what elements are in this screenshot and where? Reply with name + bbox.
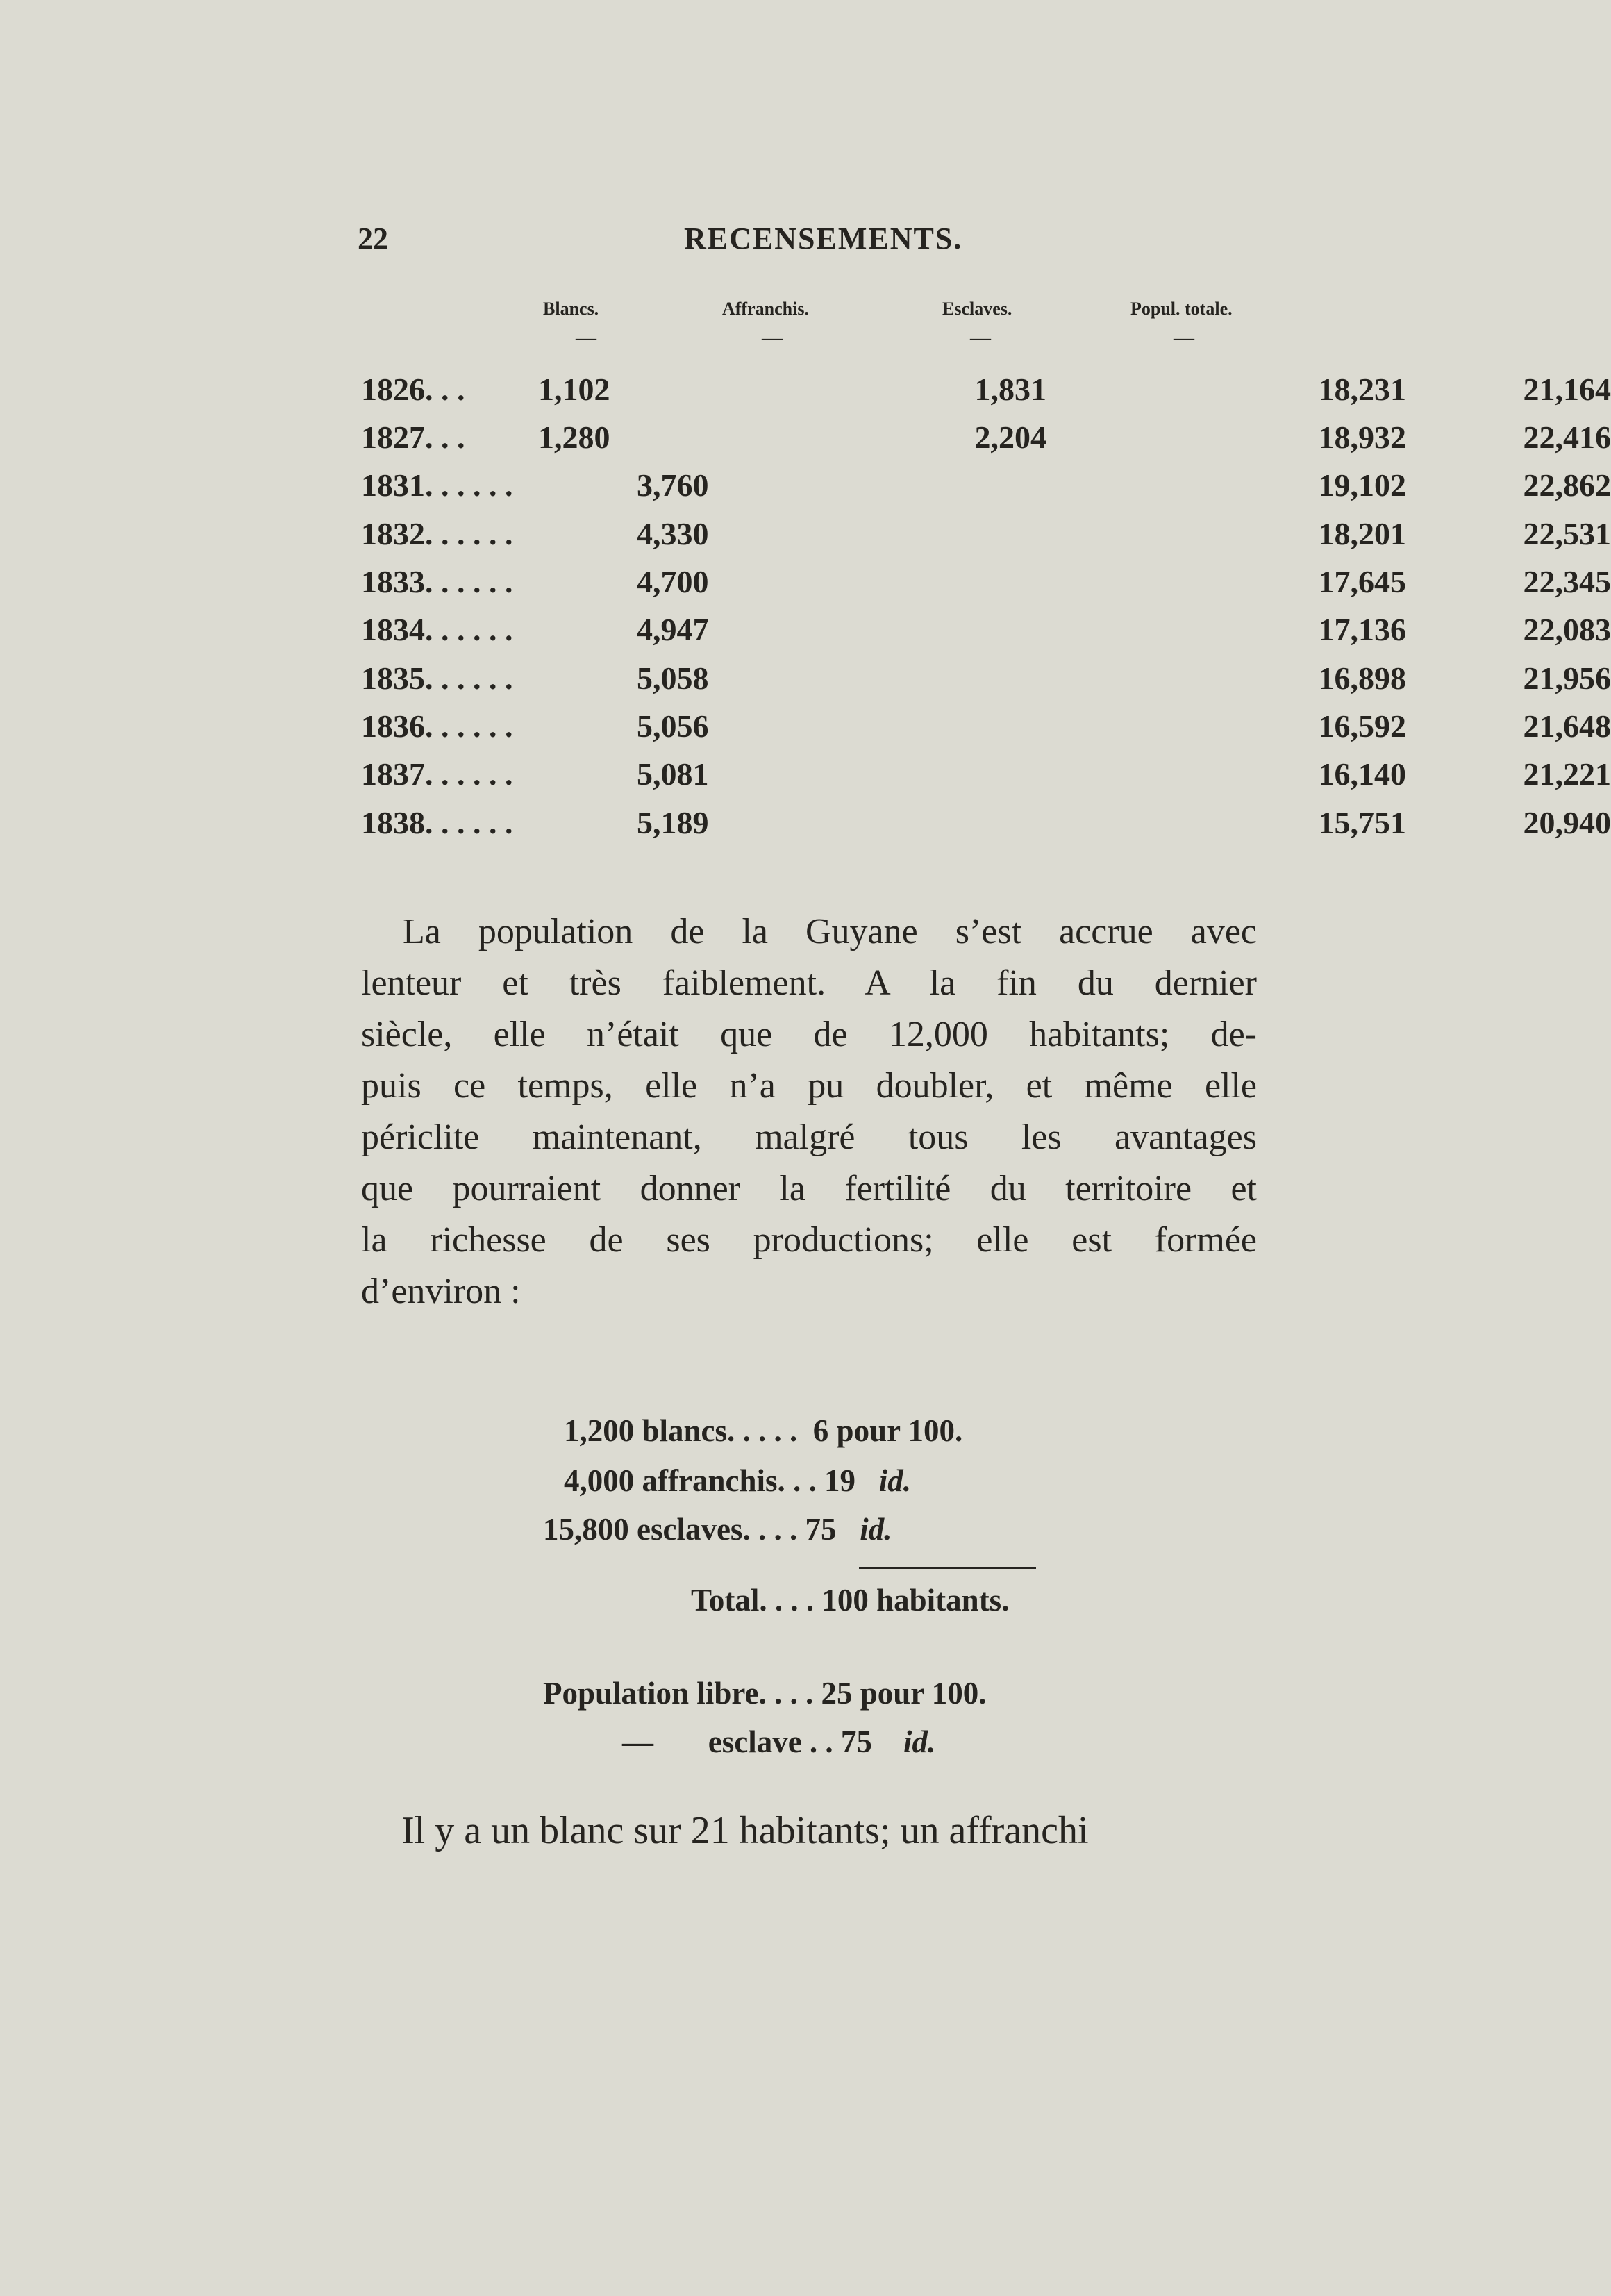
table-row xyxy=(361,419,1611,467)
column-dash: — xyxy=(970,326,991,349)
paragraph-line: lenteur et très faiblement. A la fin du dernier xyxy=(361,963,1257,1003)
total-rule xyxy=(859,1567,1036,1569)
cell-esclaves: 18,932 xyxy=(1318,419,1406,455)
cell-total: 21,164 xyxy=(1523,372,1611,407)
cell-libres: 5,058 xyxy=(637,660,709,696)
table-row xyxy=(361,708,1611,756)
row-year: 1838. . . . . . xyxy=(361,805,513,840)
table-row xyxy=(361,371,1611,419)
row-year: 1827. . . xyxy=(361,419,465,455)
paragraph-line: périclite maintenant, malgré tous les avantages xyxy=(361,1117,1257,1157)
cell-esclaves: 17,645 xyxy=(1318,564,1406,599)
table-row xyxy=(361,515,1611,564)
row-year: 1837. . . . . . xyxy=(361,756,513,792)
row-year: 1834. . . . . . xyxy=(361,612,513,647)
paragraph-line: siècle, elle n’était que de 12,000 habitants; de- xyxy=(361,1015,1257,1054)
row-year: 1832. . . . . . xyxy=(361,516,513,551)
row-year: 1836. . . . . . xyxy=(361,708,513,744)
row-year: 1835. . . . . . xyxy=(361,660,513,696)
cell-esclaves: 16,592 xyxy=(1318,708,1406,744)
cell-esclaves: 15,751 xyxy=(1318,805,1406,840)
continuation-line: Il y a un blanc sur 21 habitants; un affranchi xyxy=(401,1809,1089,1852)
cell-total: 22,862 xyxy=(1523,467,1611,503)
cell-esclaves: 18,201 xyxy=(1318,516,1406,551)
summary-id: id. xyxy=(860,1512,892,1547)
summary-text: 15,800 esclaves. . . . 75 xyxy=(543,1512,860,1547)
column-dash: — xyxy=(762,326,783,349)
row-year: 1831. . . . . . xyxy=(361,467,513,503)
cell-libres: 5,056 xyxy=(637,708,709,744)
cell-total: 22,416 xyxy=(1523,419,1611,455)
table-row xyxy=(361,756,1611,804)
cell-blancs: 1,102 xyxy=(538,372,610,407)
table-row xyxy=(361,467,1611,515)
paragraph-line: La population de la Guyane s’est accrue avec xyxy=(403,912,1257,951)
summary-text: — esclave . . 75 xyxy=(622,1724,903,1759)
summary-esclave xyxy=(622,1724,935,1760)
cell-esclaves: 18,231 xyxy=(1318,372,1406,407)
row-year: 1833. . . . . . xyxy=(361,564,513,599)
table-row xyxy=(361,804,1611,853)
cell-libres: 4,947 xyxy=(637,612,709,647)
page-number: 22 xyxy=(358,222,388,256)
cell-libres: 3,760 xyxy=(637,467,709,503)
summary-id: id. xyxy=(878,1463,912,1498)
running-title: RECENSEMENTS. xyxy=(684,222,963,256)
cell-libres: 5,189 xyxy=(637,805,709,840)
cell-affranchis: 1,831 xyxy=(974,372,1046,407)
summary-line xyxy=(543,1511,892,1547)
table-row xyxy=(361,660,1611,708)
column-header-total: Popul. totale. xyxy=(1130,299,1233,319)
cell-total: 21,956 xyxy=(1523,660,1611,696)
cell-esclaves: 19,102 xyxy=(1318,467,1406,503)
summary-id: id. xyxy=(903,1724,936,1759)
summary-text: 4,000 affranchis. . . 19 xyxy=(564,1463,879,1498)
cell-esclaves: 16,140 xyxy=(1318,756,1406,792)
table-row xyxy=(361,611,1611,660)
paragraph-line: que pourraient donner la fertilité du territoire et xyxy=(361,1169,1257,1208)
cell-total: 21,648 xyxy=(1523,708,1611,744)
cell-total: 22,083 xyxy=(1523,612,1611,647)
body-paragraph xyxy=(361,906,1257,1317)
row-year: 1826. . . xyxy=(361,372,465,407)
column-dash: — xyxy=(576,326,596,349)
summary-libre: Population libre. . . . 25 pour 100. xyxy=(543,1676,987,1711)
cell-total: 21,221 xyxy=(1523,756,1611,792)
cell-libres: 4,700 xyxy=(637,564,709,599)
cell-esclaves: 17,136 xyxy=(1318,612,1406,647)
paragraph-line: la richesse de ses productions; elle est formée xyxy=(361,1220,1257,1260)
summary-total: Total. . . . 100 habitants. xyxy=(691,1583,1010,1617)
summary-line xyxy=(564,1463,911,1499)
cell-total: 22,531 xyxy=(1523,516,1611,551)
cell-libres: 4,330 xyxy=(637,516,709,551)
table-row xyxy=(361,563,1611,612)
column-header-esclaves: Esclaves. xyxy=(942,299,1012,319)
cell-libres: 5,081 xyxy=(637,756,709,792)
column-header-blancs: Blancs. xyxy=(543,299,599,319)
cell-affranchis: 2,204 xyxy=(974,419,1046,455)
page-header xyxy=(358,221,1260,269)
summary-line: 1,200 blancs. . . . . 6 pour 100. xyxy=(564,1413,963,1448)
column-dash: — xyxy=(1174,326,1194,349)
column-header-affranchis: Affranchis. xyxy=(722,299,809,319)
cell-total: 20,940 xyxy=(1523,805,1611,840)
paragraph-line: d’environ : xyxy=(361,1272,521,1311)
cell-esclaves: 16,898 xyxy=(1318,660,1406,696)
cell-blancs: 1,280 xyxy=(538,419,610,455)
paragraph-line: puis ce temps, elle n’a pu doubler, et même elle xyxy=(361,1066,1257,1106)
cell-total: 22,345 xyxy=(1523,564,1611,599)
